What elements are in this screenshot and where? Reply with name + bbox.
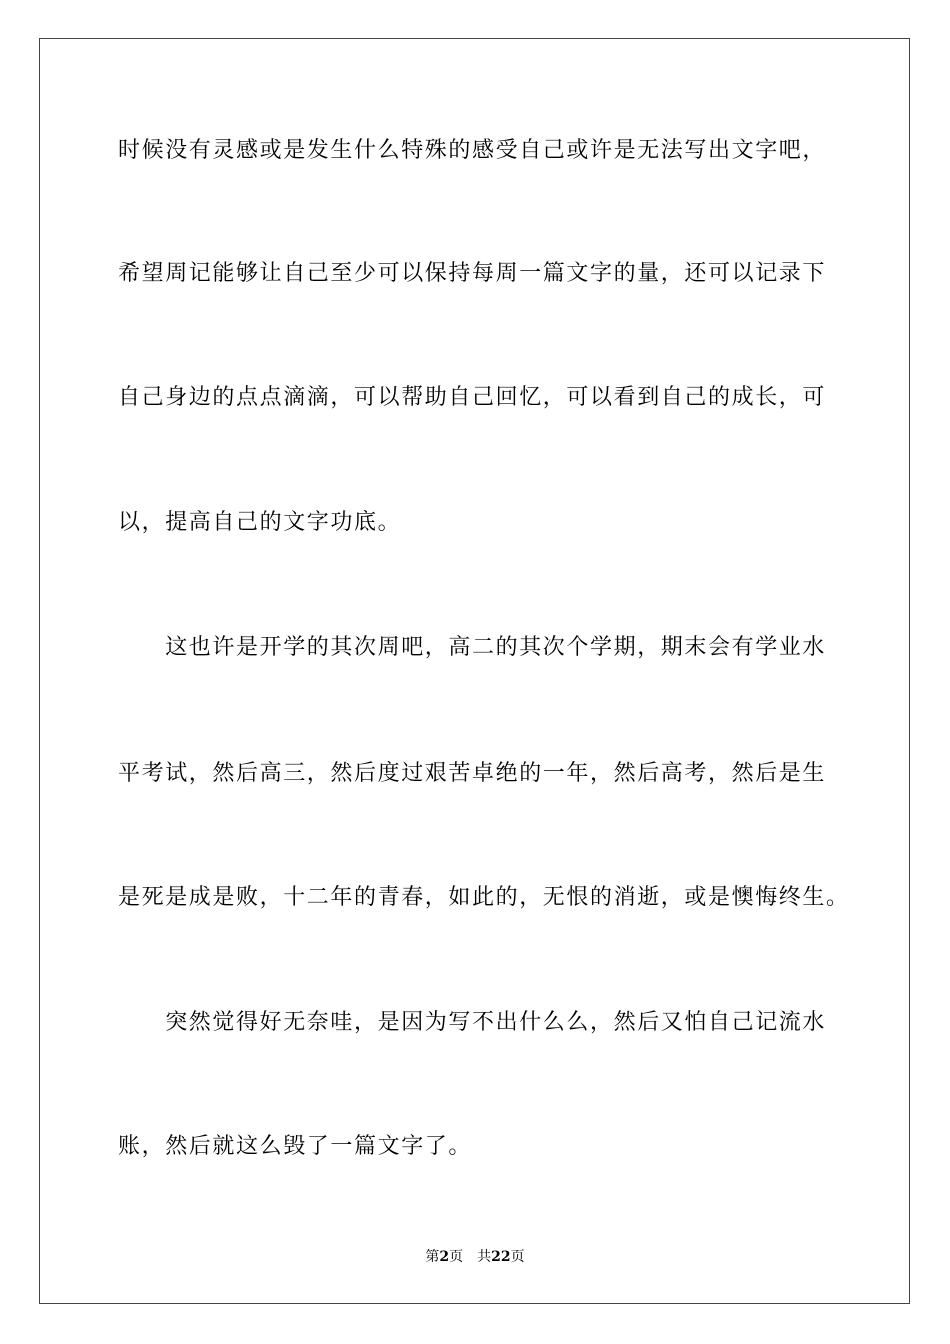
page-footer: [0, 1247, 950, 1267]
body-line-9: 账，然后就这么毁了一篇文字了。: [118, 1134, 473, 1159]
body-line-2: 希望周记能够让自己至少可以保持每周一篇文字的量，还可以记录下: [118, 261, 827, 286]
body-line-8: 突然觉得好无奈哇，是因为写不出什么么，然后又怕自己记流水: [118, 1010, 827, 1035]
body-line-4: 以，提高自己的文字功底。: [118, 510, 402, 535]
page-number: 2: [439, 1249, 450, 1265]
body-line-3: 自己身边的点点滴滴，可以帮助自己回忆，可以看到自己的成长，可: [118, 385, 827, 410]
body-line-5: 这也许是开学的其次周吧，高二的其次个学期，期末会有学业水: [118, 635, 827, 660]
page-prefix: 第: [425, 1249, 440, 1265]
total-prefix: 共: [477, 1249, 492, 1265]
page-border: [39, 38, 910, 1304]
total-pages: 22: [491, 1249, 511, 1265]
body-line-6: 平考试，然后高三，然后度过艰苦卓绝的一年，然后高考，然后是生: [118, 761, 827, 786]
body-line-7: 是死是成是败，十二年的青春，如此的，无恨的消逝，或是懊悔终生。: [118, 885, 850, 910]
page-suffix: 页: [449, 1249, 464, 1265]
total-suffix: 页: [510, 1249, 525, 1265]
body-line-1: 时候没有灵感或是发生什么特殊的感受自己或许是无法写出文字吧，: [118, 138, 827, 163]
